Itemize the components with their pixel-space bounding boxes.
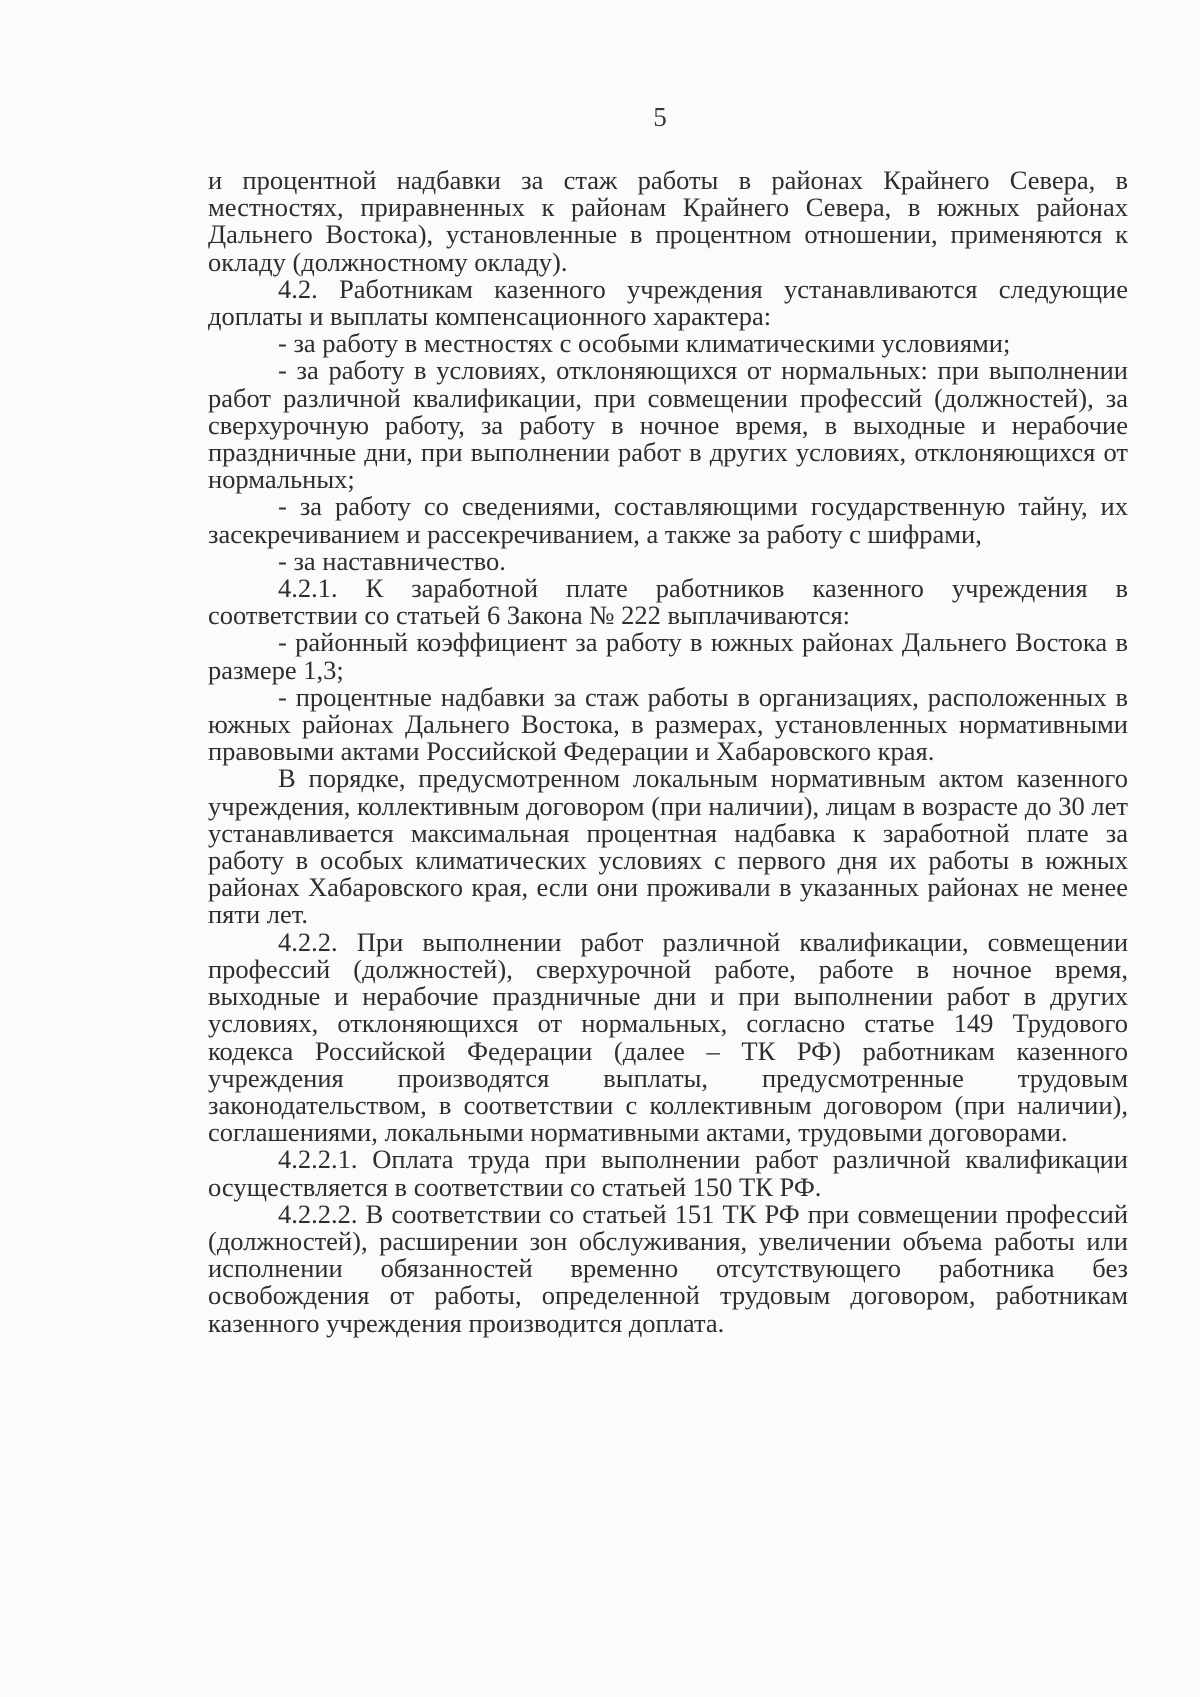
- paragraph: - за работу в условиях, отклоняющихся от нормальных: при выполнении работ различной квалификации, при совмещении профессий (должностей), за сверхурочную работу, за работу в ночное время, в выходные и нерабочие праздничные дни, при выполнении работ в других условиях, отклоняющихся от нормальных;: [208, 355, 1128, 495]
- page-number: 5: [653, 102, 667, 132]
- paragraph: 4.2. Работникам казенного учреждения устанавливаются следующие доплаты и выплаты компенсационного характера:: [208, 273, 1128, 332]
- paragraph: - районный коэффициент за работу в южных районах Дальнего Востока в размере 1,3;: [208, 627, 1128, 685]
- paragraph: 4.2.2. При выполнении работ различной квалификации, совмещении профессий (должностей), сверхурочной работе, работе в ночное время, выходные и нерабочие праздничные дни и при выполнении работ в других условиях, отклоняющихся от нормальных, согласно статье 149 Трудового кодекса Российской Федерации (далее – ТК РФ) работникам казенного учреждения производятся выплаты, предусмотренные трудовым законодательством, в соответствии с коллективным договором (при наличии), соглашениями, локальными нормативными актами, трудовыми договорами.: [208, 926, 1128, 1148]
- paragraph: 4.2.2.2. В соответствии со статьей 151 ТК РФ при совмещении профессий (должностей), расширении зон обслуживания, увеличении объема работы или исполнении обязанностей временно отсутствующего работника без освобождения от работы, определенной трудовым договором, работникам казенного учреждения производится доплата.: [208, 1198, 1128, 1338]
- paragraph: В порядке, предусмотренном локальным нормативным актом казенного учреждения, коллективным договором (при наличии), лицам в возрасте до 30 лет устанавливается максимальная процентная надбавка к заработной плате за работу в особых климатических условиях с первого дня их работы в южных районах Хабаровского края, если они проживали в указанных районах не менее пяти лет.: [208, 763, 1128, 930]
- paragraph: 4.2.1. К заработной плате работников казенного учреждения в соответствии со статьей 6 Закона № 222 выплачиваются:: [208, 573, 1128, 631]
- paragraph: 4.2.2.1. Оплата труда при выполнении работ различной квалификации осуществляется в соответствии со статьей 150 ТК РФ.: [208, 1144, 1128, 1202]
- paragraph: - процентные надбавки за стаж работы в организациях, расположенных в южных районах Дальнего Востока, в размерах, установленных нормативными правовыми актами Российской Федерации и Хабаровского края.: [208, 681, 1128, 767]
- paragraph: - за наставничество.: [278, 545, 506, 576]
- document-body: [208, 167, 1128, 1337]
- paragraph: и процентной надбавки за стаж работы в районах Крайнего Севера, в местностях, приравненных к районам Крайнего Севера, в южных районах Дальнего Востока), установленные в процентном отношении, применяются к окладу (должностному окладу).: [208, 165, 1128, 277]
- paragraph: - за работу в местностях с особыми климатическими условиями;: [278, 328, 1011, 359]
- paragraph: - за работу со сведениями, составляющими государственную тайну, их засекречиванием и рассекречиванием, а также за работу с шифрами,: [208, 491, 1128, 549]
